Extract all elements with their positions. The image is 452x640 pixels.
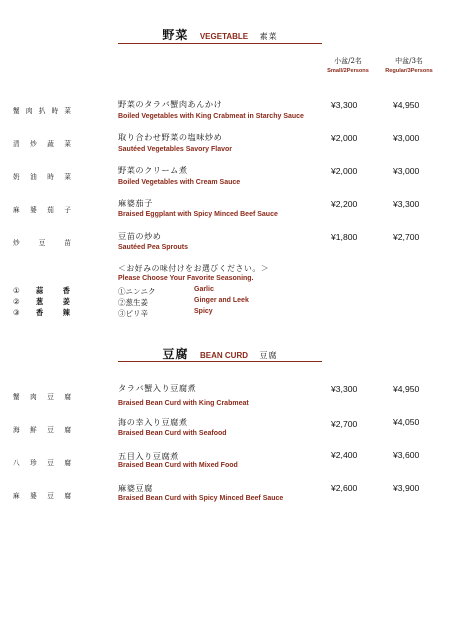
- seasoning-choose-jp: ＜お好みの味付けをお選びください。＞: [118, 264, 270, 273]
- item-price-small: ¥1,800: [331, 232, 358, 242]
- vegetable-title-rule: [118, 43, 322, 44]
- item-price-small: ¥2,000: [331, 166, 358, 176]
- vegetable-section-title: [118, 26, 322, 43]
- item-price-regular: ¥4,050: [393, 417, 420, 427]
- tofu-title-rule: [118, 361, 322, 362]
- item-en-name: Braised Bean Curd with Spicy Minced Beef Sauce: [118, 495, 284, 502]
- item-price-small: ¥3,300: [331, 100, 358, 110]
- item-price-regular: ¥3,900: [393, 483, 420, 493]
- item-jp-name: 麻婆茄子: [118, 198, 153, 208]
- option-jp: ③ピリ辛: [118, 309, 148, 318]
- option-number: ②: [13, 297, 20, 306]
- item-price-regular: ¥3,600: [393, 450, 420, 460]
- item-en-name: Boiled Vegetables with King Crabmeat in Starchy Sauce: [118, 113, 304, 120]
- item-cn-name: 蟹肉豆腐: [13, 393, 71, 401]
- item-price-regular: ¥4,950: [393, 384, 420, 394]
- option-en: Spicy: [194, 308, 213, 315]
- col-head-small-jp: 小盆/2名: [334, 57, 362, 65]
- item-jp-name: 取り合わせ野菜の塩味炒め: [118, 132, 223, 142]
- item-cn-name: 蟹肉扒時菜: [13, 107, 71, 115]
- col-head-small: [318, 56, 378, 76]
- item-price-small: ¥3,300: [331, 384, 358, 394]
- item-price-small: ¥2,700: [331, 419, 358, 429]
- item-jp-name: 豆苗の炒め: [118, 231, 162, 241]
- item-price-regular: ¥3,300: [393, 199, 420, 209]
- item-en-name: Sautéed Pea Sprouts: [118, 244, 189, 251]
- item-en-name: Sautéed Vegetables Savory Flavor: [118, 146, 232, 153]
- tofu-title-en: BEAN CURD: [200, 351, 248, 360]
- item-price-regular: ¥3,000: [393, 133, 420, 143]
- item-jp-name: 野菜のクリーム煮: [118, 165, 188, 175]
- item-cn-name: 炒豆苗: [13, 239, 71, 247]
- item-cn-name: 奶油時菜: [13, 173, 71, 181]
- item-price-small: ¥2,600: [331, 483, 358, 493]
- col-head-regular-en: Regular/3Persons: [385, 68, 433, 74]
- option-jp: ②葱生姜: [118, 298, 148, 307]
- item-jp-name: 麻婆豆腐: [118, 483, 153, 493]
- seasoning-choose-en: Please Choose Your Favorite Seasoning.: [118, 275, 254, 282]
- item-en-name: Braised Bean Curd with Mixed Food: [118, 462, 238, 469]
- item-price-small: ¥2,200: [331, 199, 358, 209]
- item-price-small: ¥2,000: [331, 133, 358, 143]
- option-jp: ①ニンニク: [118, 287, 156, 296]
- item-price-regular: ¥3,000: [393, 166, 420, 176]
- item-jp-name: タラバ蟹入り豆腐煮: [118, 383, 197, 393]
- item-cn-name: 八珍豆腐: [13, 459, 71, 467]
- option-en: Garlic: [194, 286, 214, 293]
- col-head-regular: [378, 56, 440, 76]
- option-en: Ginger and Leek: [194, 297, 249, 304]
- tofu-title-cn: 豆腐: [259, 351, 278, 360]
- item-en-name: Braised Eggplant with Spicy Minced Beef Sauce: [118, 211, 278, 218]
- option-cn: 葱姜: [36, 297, 70, 306]
- item-jp-name: 野菜のタラバ蟹肉あんかけ: [118, 99, 223, 109]
- item-jp-name: 五目入り豆腐煮: [118, 451, 179, 461]
- item-jp-name: 海の幸入り豆腐煮: [118, 417, 188, 427]
- item-en-name: Boiled Vegetables with Cream Sauce: [118, 179, 241, 186]
- item-cn-name: 海鮮豆腐: [13, 426, 71, 434]
- option-number: ③: [13, 308, 20, 317]
- item-cn-name: 麻婆茄子: [13, 206, 71, 214]
- item-en-name: Braised Bean Curd with King Crabmeat: [118, 400, 249, 407]
- vegetable-title-jp: 野菜: [162, 28, 189, 42]
- item-price-small: ¥2,400: [331, 450, 358, 460]
- item-cn-name: 清炒蔬菜: [13, 140, 71, 148]
- option-number: ①: [13, 286, 20, 295]
- tofu-title-jp: 豆腐: [162, 347, 189, 361]
- item-cn-name: 麻婆豆腐: [13, 492, 71, 500]
- vegetable-title-en: VEGETABLE: [199, 32, 249, 41]
- vegetable-title-cn: 素菜: [259, 32, 278, 41]
- item-price-regular: ¥4,950: [393, 100, 420, 110]
- col-head-regular-jp: 中盆/3名: [395, 57, 423, 65]
- option-cn: 香辣: [36, 308, 70, 317]
- item-en-name: Braised Bean Curd with Seafood: [118, 430, 227, 437]
- item-price-regular: ¥2,700: [393, 232, 420, 242]
- col-head-small-en: Small/2Persons: [327, 68, 369, 74]
- tofu-section-title: [118, 345, 322, 362]
- option-cn: 蒜香: [36, 286, 70, 295]
